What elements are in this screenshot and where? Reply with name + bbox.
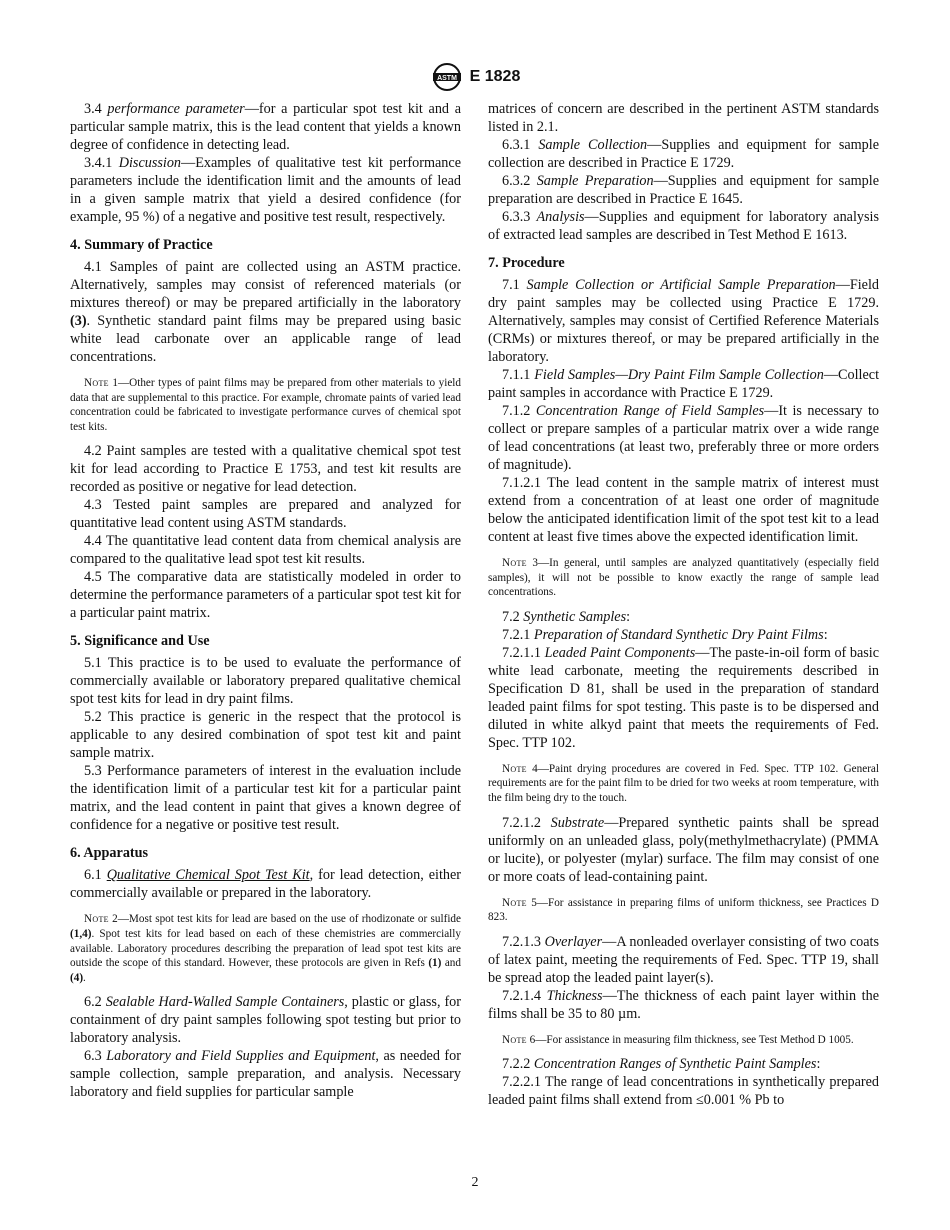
note-1: Note 1—Other types of paint films may be prepared from other materials to yield data that are supplemental to this practice. For example, chromate paints of varied lead concentration could be fabricated to investigate performance curves of chemical spot test kits. [70, 377, 461, 433]
para-4-3: 4.3 Tested paint samples are prepared and analyzed for quantitative lead content using ASTM standards. [70, 497, 461, 532]
para-5-1: 5.1 This practice is to be used to evaluate the performance of commercially available or laboratory prepared qualitative chemical spot test kits for lead in dry paint films. [70, 655, 461, 708]
para-7-2-1: 7.2.1 Preparation of Standard Synthetic Dry Paint Films: [502, 626, 828, 643]
para-6-1: 6.1 Qualitative Chemical Spot Test Kit, for lead detection, either commercially available or prepared in the laboratory. [70, 867, 461, 902]
astm-logo-icon [430, 62, 464, 92]
document-number: E 1828 [469, 68, 521, 85]
note-3: Note 3—In general, until samples are analyzed quantitatively (especially field samples), it will not be possible to know exactly the range of sample lead concentrations. [488, 557, 879, 599]
para-7-2-1-4: 7.2.1.4 Thickness—The thickness of each paint layer within the films shall be 35 to 80 µm. [488, 987, 879, 1022]
para-7-2-2: 7.2.2 Concentration Ranges of Synthetic Paint Samples: [502, 1056, 821, 1073]
left-column [70, 100, 461, 1101]
section-5-heading: 5. Significance and Use [70, 633, 210, 650]
note-6: Note 6—For assistance in measuring film thickness, see Test Method D 1005. [502, 1033, 854, 1046]
para-4-4: 4.4 The quantitative lead content data from chemical analysis are compared to the qualitative lead spot test kit results. [70, 533, 461, 568]
section-7-heading: 7. Procedure [488, 255, 565, 271]
para-6-3-continued: matrices of concern are described in the pertinent ASTM standards listed in 2.1. [488, 101, 879, 135]
para-5-2: 5.2 This practice is generic in the respect that the protocol is applicable to any desired combination of spot test kit and paint sample matrix. [70, 709, 461, 762]
right-column [488, 100, 879, 1109]
note-4: Note 4—Paint drying procedures are covered in Fed. Spec. TTP 102. General requirements are for the paint film to be dried for two weeks at room temperature, with the film being dry to the touch. [488, 762, 879, 804]
para-3-4-1: 3.4.1 Discussion—Examples of qualitative test kit performance parameters include the identification limit and the amounts of lead in a given sample matrix that yield a desired confidence (for example, 95 %) of a negative and positive test result, respectively. [70, 155, 461, 225]
note-2: Note 2—Most spot test kits for lead are based on the use of rhodizonate or sulfide (1,4). Spot test kits for lead based on each of these chemistries are commercially available. Laboratory procedures describing the preparation of lead spot test kits are outside the scope of this standard. However, these protocols are given in Refs (1) and (4). [70, 913, 461, 984]
para-7-1-2: 7.1.2 Concentration Range of Field Samples—It is necessary to collect or prepare samples of a particular matrix over a wide range of lead concentrations (at least two, preferably three or more orders of magnitude). [488, 403, 880, 473]
para-6-3-2: 6.3.2 Sample Preparation—Supplies and equipment for sample preparation are described in Practice E 1645. [488, 173, 879, 207]
para-5-3: 5.3 Performance parameters of interest in the evaluation include the identification limit of a particular test kit for a particular paint matrix, and the lead content in paint that gives a known degree of confidence for a negative or positive test result. [70, 763, 461, 834]
para-7-1: 7.1 Sample Collection or Artificial Sample Preparation—Field dry paint samples may be collected using Practice E 1729. Alternatively, samples may consist of Certified Reference Materials (CRMs) or mixtures thereof, or may be prepared artificially in the laboratory. [488, 277, 879, 365]
note-5: Note 5—For assistance in preparing films of uniform thickness, see Practices D 823. [488, 896, 879, 924]
page-header [0, 62, 950, 92]
para-4-1: 4.1 Samples of paint are collected using an ASTM practice. Alternatively, samples may consist of referenced materials (or mixtures thereof) or may be prepared artificially in the laboratory (3). Synthetic standard paint films may be prepared using basic white lead carbonate over an applicable range of lead concentrations. [70, 259, 461, 365]
section-6-heading: 6. Apparatus [70, 845, 149, 862]
para-7-2-1-1: 7.2.1.1 Leaded Paint Components—The paste-in-oil form of basic white lead carbonate, meeting the requirements described in Specification D 81, shall be used in the preparation of standard leaded paint films for spot testing. This paste is to be dispersed and diluted in white alkyd paint that meets the requirements of Fed. Spec. TTP 102. [488, 644, 879, 751]
para-7-2-2-1: 7.2.2.1 The range of lead concentrations in synthetically prepared leaded paint films shall extend from ≤0.001 % Pb to [488, 1074, 879, 1109]
para-7-1-1: 7.1.1 Field Samples—Dry Paint Film Sample Collection—Collect paint samples in accordance with Practice E 1729. [488, 367, 880, 401]
page-number: 2 [471, 1175, 479, 1190]
para-7-1-2-1: 7.1.2.1 The lead content in the sample matrix of interest must extend from a concentration of at least one order of magnitude below the anticipated identification limit of the spot test kit to a lead content at least five times above the expected identification limit. [488, 475, 879, 545]
para-6-3-1: 6.3.1 Sample Collection—Supplies and equipment for sample collection are described in Practice E 1729. [488, 137, 880, 171]
para-7-2-1-3: 7.2.1.3 Overlayer—A nonleaded overlayer consisting of two coats of latex paint, meeting the requirements of Fed. Spec. TTP 19, shall be spread atop the leaded paint layer(s). [488, 933, 879, 986]
section-4-heading: 4. Summary of Practice [70, 237, 213, 253]
para-7-2-1-2: 7.2.1.2 Substrate—Prepared synthetic paints shall be spread uniformly on an unleaded glass, poly(methylmethacrylate) (PMMA or lucite), or polyester (mylar) surface. The film may consist of one or more coats of lead-containing paint. [488, 814, 879, 885]
para-6-2: 6.2 Sealable Hard-Walled Sample Containers, plastic or glass, for containment of dry paint samples following spot testing but prior to laboratory analysis. [70, 994, 461, 1047]
para-7-2: 7.2 Synthetic Samples: [502, 608, 631, 625]
para-3-4: 3.4 performance parameter—for a particular spot test kit and a particular sample matrix, this is the lead content that yields a known degree of confidence in detecting lead. [70, 101, 461, 153]
para-6-3: 6.3 Laboratory and Field Supplies and Equipment, as needed for sample collection, sample preparation, and analysis. Necessary laboratory and field supplies for particular sample [70, 1048, 461, 1101]
svg-text:ASTM: ASTM [436, 74, 457, 82]
para-6-3-3: 6.3.3 Analysis—Supplies and equipment for laboratory analysis of extracted lead samples are described in Test Method E 1613. [488, 209, 879, 243]
para-4-5: 4.5 The comparative data are statistically modeled in order to determine the performance parameters of a particular spot test kit for a particular paint matrix. [70, 569, 461, 622]
para-4-2: 4.2 Paint samples are tested with a qualitative chemical spot test kit for lead according to Practice E 1753, and test kit results are recorded as positive or negative for lead detection. [70, 443, 461, 496]
